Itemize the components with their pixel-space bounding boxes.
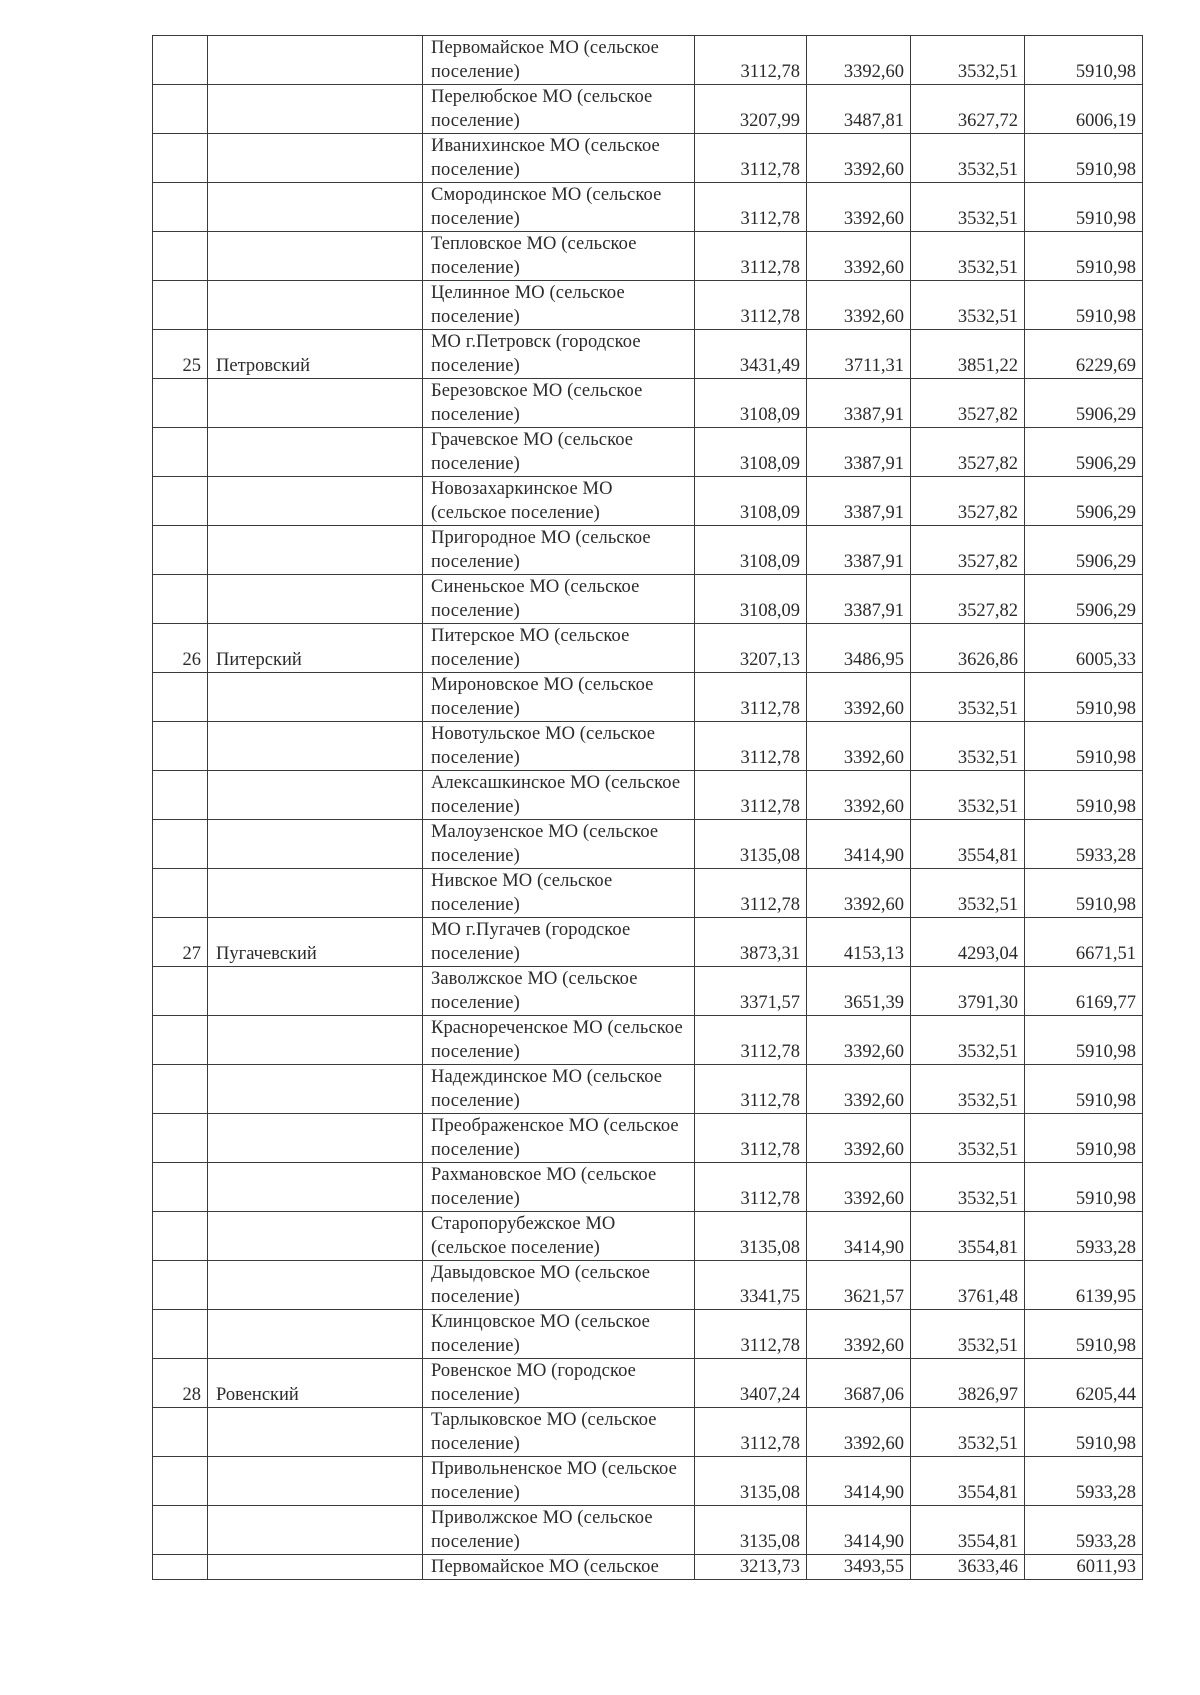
- row-number: [153, 820, 208, 869]
- district-name: [208, 575, 423, 624]
- value-col-1: 3112,78: [695, 1016, 807, 1065]
- value-col-4: 5910,98: [1025, 183, 1143, 232]
- value-col-4: 5933,28: [1025, 1506, 1143, 1555]
- table-row: [153, 1408, 1143, 1457]
- value-col-3: 3627,72: [911, 85, 1025, 134]
- value-col-2: 3387,91: [807, 428, 911, 477]
- row-number: [153, 722, 208, 771]
- row-number: [153, 428, 208, 477]
- value-col-2: 3392,60: [807, 1408, 911, 1457]
- row-number: [153, 232, 208, 281]
- table-row: [153, 771, 1143, 820]
- table-row: [153, 722, 1143, 771]
- district-name: [208, 1065, 423, 1114]
- value-col-3: 3527,82: [911, 575, 1025, 624]
- value-col-4: 6005,33: [1025, 624, 1143, 673]
- row-number: [153, 575, 208, 624]
- value-col-1: 3873,31: [695, 918, 807, 967]
- tariff-table-body: [153, 36, 1143, 1580]
- value-col-2: 3387,91: [807, 477, 911, 526]
- value-col-4: 5910,98: [1025, 1016, 1143, 1065]
- row-number: [153, 1016, 208, 1065]
- district-name: [208, 771, 423, 820]
- district-name: [208, 281, 423, 330]
- row-number: [153, 1506, 208, 1555]
- value-col-4: 5910,98: [1025, 1163, 1143, 1212]
- district-name: [208, 1114, 423, 1163]
- municipality-name: Приволжское МО (сельское поселение): [423, 1506, 695, 1555]
- district-name: [208, 967, 423, 1016]
- value-col-3: 3527,82: [911, 428, 1025, 477]
- value-col-3: 3532,51: [911, 1163, 1025, 1212]
- municipality-name: Первомайское МО (сельское поселение): [423, 36, 695, 85]
- value-col-4: 6229,69: [1025, 330, 1143, 379]
- value-col-4: 5910,98: [1025, 1114, 1143, 1163]
- district-name: Пугачевский: [208, 918, 423, 967]
- value-col-3: 3532,51: [911, 36, 1025, 85]
- table-row: [153, 183, 1143, 232]
- value-col-1: 3431,49: [695, 330, 807, 379]
- value-col-2: 3486,95: [807, 624, 911, 673]
- value-col-3: 3532,51: [911, 869, 1025, 918]
- value-col-1: 3112,78: [695, 673, 807, 722]
- value-col-1: 3207,13: [695, 624, 807, 673]
- value-col-2: 3414,90: [807, 1506, 911, 1555]
- row-number: [153, 183, 208, 232]
- district-name: [208, 379, 423, 428]
- value-col-4: 5910,98: [1025, 1310, 1143, 1359]
- row-number: [153, 134, 208, 183]
- value-col-2: 3493,55: [807, 1555, 911, 1580]
- district-name: [208, 1261, 423, 1310]
- value-col-2: 3392,60: [807, 1065, 911, 1114]
- municipality-name: Тарлыковское МО (сельское поселение): [423, 1408, 695, 1457]
- table-row: [153, 36, 1143, 85]
- district-name: [208, 673, 423, 722]
- value-col-2: 3711,31: [807, 330, 911, 379]
- row-number: [153, 1310, 208, 1359]
- district-name: Ровенский: [208, 1359, 423, 1408]
- value-col-2: 3387,91: [807, 526, 911, 575]
- value-col-2: 3414,90: [807, 1457, 911, 1506]
- value-col-1: 3112,78: [695, 1310, 807, 1359]
- value-col-4: 6205,44: [1025, 1359, 1143, 1408]
- value-col-2: 3387,91: [807, 379, 911, 428]
- row-number: [153, 1457, 208, 1506]
- value-col-4: 6169,77: [1025, 967, 1143, 1016]
- value-col-1: 3112,78: [695, 771, 807, 820]
- district-name: [208, 722, 423, 771]
- table-row: [153, 1506, 1143, 1555]
- value-col-1: 3371,57: [695, 967, 807, 1016]
- value-col-4: 5906,29: [1025, 477, 1143, 526]
- value-col-4: 5906,29: [1025, 575, 1143, 624]
- value-col-1: 3341,75: [695, 1261, 807, 1310]
- value-col-3: 3761,48: [911, 1261, 1025, 1310]
- value-col-1: 3135,08: [695, 1506, 807, 1555]
- value-col-2: 3392,60: [807, 673, 911, 722]
- municipality-name: Краснореченское МО (сельское поселение): [423, 1016, 695, 1065]
- municipality-name: Надеждинское МО (сельское поселение): [423, 1065, 695, 1114]
- value-col-4: 5910,98: [1025, 869, 1143, 918]
- municipality-name: Старопорубежское МО (сельское поселение): [423, 1212, 695, 1261]
- value-col-2: 3392,60: [807, 1114, 911, 1163]
- district-name: [208, 1163, 423, 1212]
- value-col-3: 3554,81: [911, 1506, 1025, 1555]
- table-row: [153, 967, 1143, 1016]
- district-name: [208, 1457, 423, 1506]
- value-col-2: 3387,91: [807, 575, 911, 624]
- district-name: [208, 1212, 423, 1261]
- value-col-3: 3554,81: [911, 1457, 1025, 1506]
- table-row: [153, 869, 1143, 918]
- value-col-2: 3392,60: [807, 1310, 911, 1359]
- district-name: [208, 1408, 423, 1457]
- value-col-3: 3532,51: [911, 1065, 1025, 1114]
- municipality-name: Рахмановское МО (сельское поселение): [423, 1163, 695, 1212]
- district-name: [208, 1016, 423, 1065]
- table-row: [153, 1065, 1143, 1114]
- value-col-3: 3851,22: [911, 330, 1025, 379]
- value-col-3: 3532,51: [911, 281, 1025, 330]
- row-number: 27: [153, 918, 208, 967]
- municipality-name: Новозахаркинское МО (сельское поселение): [423, 477, 695, 526]
- row-number: [153, 477, 208, 526]
- value-col-3: 3554,81: [911, 1212, 1025, 1261]
- municipality-name: Новотульское МО (сельское поселение): [423, 722, 695, 771]
- value-col-2: 3392,60: [807, 281, 911, 330]
- value-col-1: 3112,78: [695, 1408, 807, 1457]
- value-col-2: 3487,81: [807, 85, 911, 134]
- value-col-2: 3621,57: [807, 1261, 911, 1310]
- value-col-4: 5910,98: [1025, 134, 1143, 183]
- table-row: [153, 820, 1143, 869]
- district-name: [208, 134, 423, 183]
- row-number: [153, 36, 208, 85]
- value-col-1: 3108,09: [695, 477, 807, 526]
- municipality-name: Тепловское МО (сельское поселение): [423, 232, 695, 281]
- value-col-1: 3407,24: [695, 1359, 807, 1408]
- value-col-2: 3392,60: [807, 869, 911, 918]
- value-col-2: 3651,39: [807, 967, 911, 1016]
- value-col-1: 3135,08: [695, 820, 807, 869]
- row-number: [153, 1065, 208, 1114]
- table-row: [153, 330, 1143, 379]
- district-name: [208, 36, 423, 85]
- municipality-name: Грачевское МО (сельское поселение): [423, 428, 695, 477]
- district-name: [208, 1555, 423, 1580]
- value-col-3: 3532,51: [911, 1408, 1025, 1457]
- value-col-2: 3392,60: [807, 36, 911, 85]
- row-number: [153, 1408, 208, 1457]
- value-col-1: 3112,78: [695, 183, 807, 232]
- municipality-name: Перелюбское МО (сельское поселение): [423, 85, 695, 134]
- table-row: [153, 673, 1143, 722]
- value-col-3: 3532,51: [911, 232, 1025, 281]
- value-col-3: 3532,51: [911, 134, 1025, 183]
- value-col-3: 3532,51: [911, 1114, 1025, 1163]
- tariff-table: [152, 35, 1143, 1580]
- value-col-2: 3687,06: [807, 1359, 911, 1408]
- value-col-4: 5910,98: [1025, 1065, 1143, 1114]
- municipality-name: Ровенское МО (городское поселение): [423, 1359, 695, 1408]
- value-col-3: 3532,51: [911, 722, 1025, 771]
- table-row: [153, 1212, 1143, 1261]
- municipality-name: Иванихинское МО (сельское поселение): [423, 134, 695, 183]
- district-name: [208, 85, 423, 134]
- value-col-3: 3826,97: [911, 1359, 1025, 1408]
- value-col-4: 5906,29: [1025, 526, 1143, 575]
- municipality-name: Первомайское МО (сельское: [423, 1555, 695, 1580]
- value-col-1: 3108,09: [695, 379, 807, 428]
- value-col-4: 6671,51: [1025, 918, 1143, 967]
- value-col-3: 3532,51: [911, 1310, 1025, 1359]
- value-col-1: 3207,99: [695, 85, 807, 134]
- value-col-3: 3527,82: [911, 477, 1025, 526]
- row-number: [153, 869, 208, 918]
- value-col-4: 5906,29: [1025, 428, 1143, 477]
- value-col-2: 3392,60: [807, 722, 911, 771]
- district-name: [208, 526, 423, 575]
- value-col-3: 3791,30: [911, 967, 1025, 1016]
- row-number: [153, 673, 208, 722]
- table-row: [153, 1163, 1143, 1212]
- value-col-1: 3112,78: [695, 36, 807, 85]
- table-row: [153, 232, 1143, 281]
- value-col-3: 3633,46: [911, 1555, 1025, 1580]
- value-col-1: 3135,08: [695, 1457, 807, 1506]
- value-col-4: 6011,93: [1025, 1555, 1143, 1580]
- value-col-4: 5933,28: [1025, 1457, 1143, 1506]
- municipality-name: Целинное МО (сельское поселение): [423, 281, 695, 330]
- value-col-4: 5933,28: [1025, 820, 1143, 869]
- row-number: [153, 1555, 208, 1580]
- table-row: [153, 1261, 1143, 1310]
- value-col-4: 5933,28: [1025, 1212, 1143, 1261]
- value-col-3: 3554,81: [911, 820, 1025, 869]
- value-col-4: 5906,29: [1025, 379, 1143, 428]
- table-row: [153, 575, 1143, 624]
- table-row: [153, 624, 1143, 673]
- value-col-2: 3392,60: [807, 1016, 911, 1065]
- value-col-1: 3112,78: [695, 1065, 807, 1114]
- district-name: [208, 869, 423, 918]
- row-number: [153, 281, 208, 330]
- value-col-4: 5910,98: [1025, 36, 1143, 85]
- municipality-name: Мироновское МО (сельское поселение): [423, 673, 695, 722]
- table-row: [153, 85, 1143, 134]
- district-name: [208, 232, 423, 281]
- table-row: [153, 379, 1143, 428]
- table-row: [153, 918, 1143, 967]
- table-row: [153, 1457, 1143, 1506]
- value-col-2: 4153,13: [807, 918, 911, 967]
- value-col-4: 6139,95: [1025, 1261, 1143, 1310]
- municipality-name: Малоузенское МО (сельское поселение): [423, 820, 695, 869]
- table-row: [153, 428, 1143, 477]
- table-row: [153, 281, 1143, 330]
- municipality-name: Нивское МО (сельское поселение): [423, 869, 695, 918]
- municipality-name: Давыдовское МО (сельское поселение): [423, 1261, 695, 1310]
- municipality-name: Березовское МО (сельское поселение): [423, 379, 695, 428]
- row-number: [153, 1163, 208, 1212]
- value-col-1: 3112,78: [695, 869, 807, 918]
- row-number: 26: [153, 624, 208, 673]
- value-col-1: 3112,78: [695, 281, 807, 330]
- value-col-1: 3112,78: [695, 232, 807, 281]
- value-col-4: 5910,98: [1025, 232, 1143, 281]
- value-col-3: 3532,51: [911, 673, 1025, 722]
- district-name: Питерский: [208, 624, 423, 673]
- municipality-name: Преображенское МО (сельское поселение): [423, 1114, 695, 1163]
- municipality-name: Питерское МО (сельское поселение): [423, 624, 695, 673]
- value-col-4: 6006,19: [1025, 85, 1143, 134]
- municipality-name: МО г.Пугачев (городское поселение): [423, 918, 695, 967]
- municipality-name: Привольненское МО (сельское поселение): [423, 1457, 695, 1506]
- value-col-1: 3112,78: [695, 134, 807, 183]
- value-col-1: 3112,78: [695, 722, 807, 771]
- district-name: [208, 1506, 423, 1555]
- value-col-2: 3414,90: [807, 820, 911, 869]
- value-col-4: 5910,98: [1025, 1408, 1143, 1457]
- row-number: [153, 85, 208, 134]
- value-col-2: 3392,60: [807, 134, 911, 183]
- value-col-1: 3112,78: [695, 1163, 807, 1212]
- value-col-1: 3108,09: [695, 428, 807, 477]
- row-number: [153, 1114, 208, 1163]
- value-col-3: 3527,82: [911, 526, 1025, 575]
- table-row: [153, 526, 1143, 575]
- row-number: [153, 771, 208, 820]
- value-col-2: 3414,90: [807, 1212, 911, 1261]
- value-col-4: 5910,98: [1025, 722, 1143, 771]
- table-row: [153, 134, 1143, 183]
- district-name: [208, 477, 423, 526]
- value-col-3: 4293,04: [911, 918, 1025, 967]
- row-number: [153, 1212, 208, 1261]
- municipality-name: Пригородное МО (сельское поселение): [423, 526, 695, 575]
- table-row: [153, 1310, 1143, 1359]
- value-col-1: 3108,09: [695, 575, 807, 624]
- row-number: [153, 1261, 208, 1310]
- value-col-4: 5910,98: [1025, 673, 1143, 722]
- municipality-name: Смородинское МО (сельское поселение): [423, 183, 695, 232]
- row-number: [153, 379, 208, 428]
- value-col-3: 3532,51: [911, 183, 1025, 232]
- row-number: [153, 526, 208, 575]
- value-col-3: 3532,51: [911, 1016, 1025, 1065]
- value-col-2: 3392,60: [807, 771, 911, 820]
- row-number: 25: [153, 330, 208, 379]
- value-col-2: 3392,60: [807, 183, 911, 232]
- value-col-1: 3135,08: [695, 1212, 807, 1261]
- value-col-3: 3527,82: [911, 379, 1025, 428]
- value-col-3: 3532,51: [911, 771, 1025, 820]
- value-col-2: 3392,60: [807, 232, 911, 281]
- district-name: Петровский: [208, 330, 423, 379]
- value-col-3: 3626,86: [911, 624, 1025, 673]
- value-col-4: 5910,98: [1025, 281, 1143, 330]
- municipality-name: МО г.Петровск (городское поселение): [423, 330, 695, 379]
- value-col-4: 5910,98: [1025, 771, 1143, 820]
- table-row: [153, 1359, 1143, 1408]
- value-col-1: 3108,09: [695, 526, 807, 575]
- value-col-2: 3392,60: [807, 1163, 911, 1212]
- table-row: [153, 1016, 1143, 1065]
- district-name: [208, 183, 423, 232]
- table-row: [153, 1114, 1143, 1163]
- table-row: [153, 1555, 1143, 1580]
- value-col-1: 3213,73: [695, 1555, 807, 1580]
- value-col-1: 3112,78: [695, 1114, 807, 1163]
- district-name: [208, 820, 423, 869]
- municipality-name: Алексашкинское МО (сельское поселение): [423, 771, 695, 820]
- row-number: 28: [153, 1359, 208, 1408]
- table-row: [153, 477, 1143, 526]
- district-name: [208, 1310, 423, 1359]
- municipality-name: Клинцовское МО (сельское поселение): [423, 1310, 695, 1359]
- municipality-name: Заволжское МО (сельское поселение): [423, 967, 695, 1016]
- district-name: [208, 428, 423, 477]
- row-number: [153, 967, 208, 1016]
- municipality-name: Синеньское МО (сельское поселение): [423, 575, 695, 624]
